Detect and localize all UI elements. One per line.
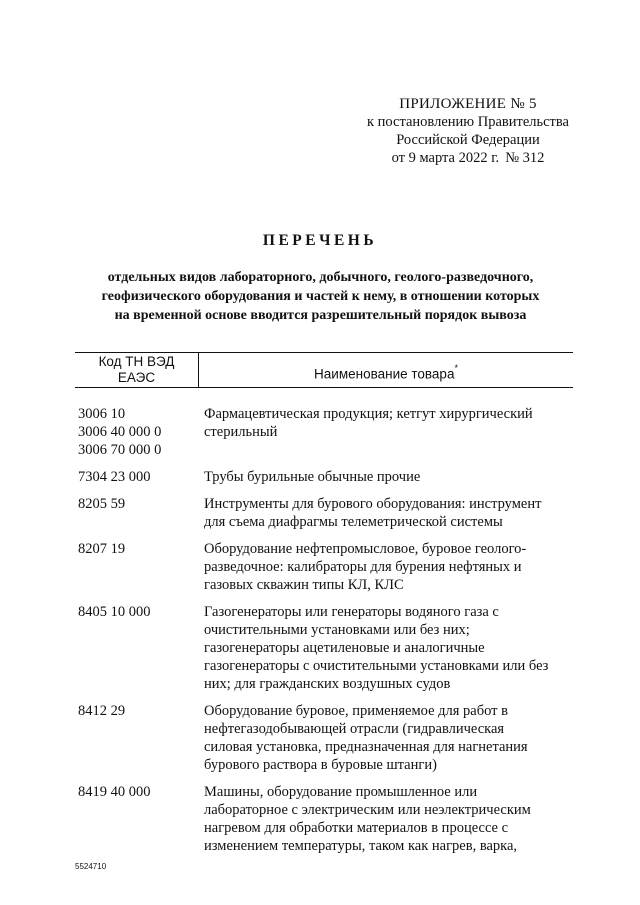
row-description: Инструменты для бурового оборудования: инструмент для съема диафрагмы телеметрической системы <box>204 496 542 530</box>
row-code: 8405 10 000 <box>78 604 151 620</box>
document-id: 5524710 <box>75 862 107 871</box>
row-code: 8412 29 <box>78 703 126 719</box>
row-code: 8205 59 <box>78 496 126 512</box>
goods-table-body <box>78 405 578 864</box>
row-description: Машины, оборудование промышленное или лабораторное с электрическим или неэлектрическим нагревом для обработки материалов в процессе с изменением температуры, таком как нагрев, варка, <box>204 784 531 854</box>
table-row <box>78 540 578 594</box>
row-code: 7304 23 000 <box>78 469 151 485</box>
list-description-line-3: на временной основе вводится разрешительный порядок вывоза <box>114 308 527 323</box>
table-top-rule <box>75 352 573 353</box>
table-header-rule <box>75 387 573 388</box>
table-row <box>78 405 578 459</box>
table-row <box>78 783 578 855</box>
appendix-number: № 312 <box>505 150 545 166</box>
column-header-name <box>199 362 573 383</box>
row-code: 8419 40 000 <box>78 784 151 800</box>
appendix-line-3 <box>353 149 583 167</box>
column-header-code <box>75 354 198 386</box>
row-description: Газогенераторы или генераторы водяного газа с очистительными установками или без них; газогенераторы ацетиленовые и аналогичные газогенераторы с очистительными установками или без них; для гражданских воздушных судов <box>204 604 549 692</box>
column-header-name-text: Наименование товара <box>314 366 455 382</box>
row-code: 8207 19 <box>78 541 126 557</box>
row-description: Фармацевтическая продукция; кетгут хирургический стерильный <box>204 406 533 440</box>
row-description: Оборудование нефтепромысловое, буровое геолого- разведочное: калибраторы для бурения нефтяных и газовых скважин типы КЛ, КЛС <box>204 541 527 593</box>
row-code: 3006 10 3006 40 000 0 3006 70 000 0 <box>78 406 162 458</box>
list-description <box>68 268 573 325</box>
table-row <box>78 495 578 531</box>
appendix-line-2: Российской Федерации <box>396 132 540 148</box>
list-description-line-1: отдельных видов лабораторного, добычного, геолого-разведочного, <box>107 270 534 285</box>
page-title: ПЕРЕЧЕНЬ <box>262 232 378 249</box>
row-description: Трубы бурильные обычные прочие <box>204 469 421 485</box>
table-row <box>78 468 578 486</box>
row-description: Оборудование буровое, применяемое для работ в нефтегазодобывающей отрасли (гидравлическая силовая установка, предназначенная для нагнетания бурового раствора в буровые штанги) <box>204 703 528 773</box>
table-row <box>78 702 578 774</box>
appendix-line-1: к постановлению Правительства <box>367 114 569 130</box>
appendix-block <box>353 95 583 167</box>
list-description-line-2: геофизического оборудования и частей к нему, в отношении которых <box>101 289 540 304</box>
table-row <box>78 603 578 693</box>
appendix-date: от 9 марта 2022 г. <box>391 150 500 166</box>
appendix-title: ПРИЛОЖЕНИЕ № 5 <box>399 96 537 112</box>
column-header-code-text: Код ТН ВЭД ЕАЭС <box>98 354 175 385</box>
footnote-mark: * <box>454 363 458 373</box>
